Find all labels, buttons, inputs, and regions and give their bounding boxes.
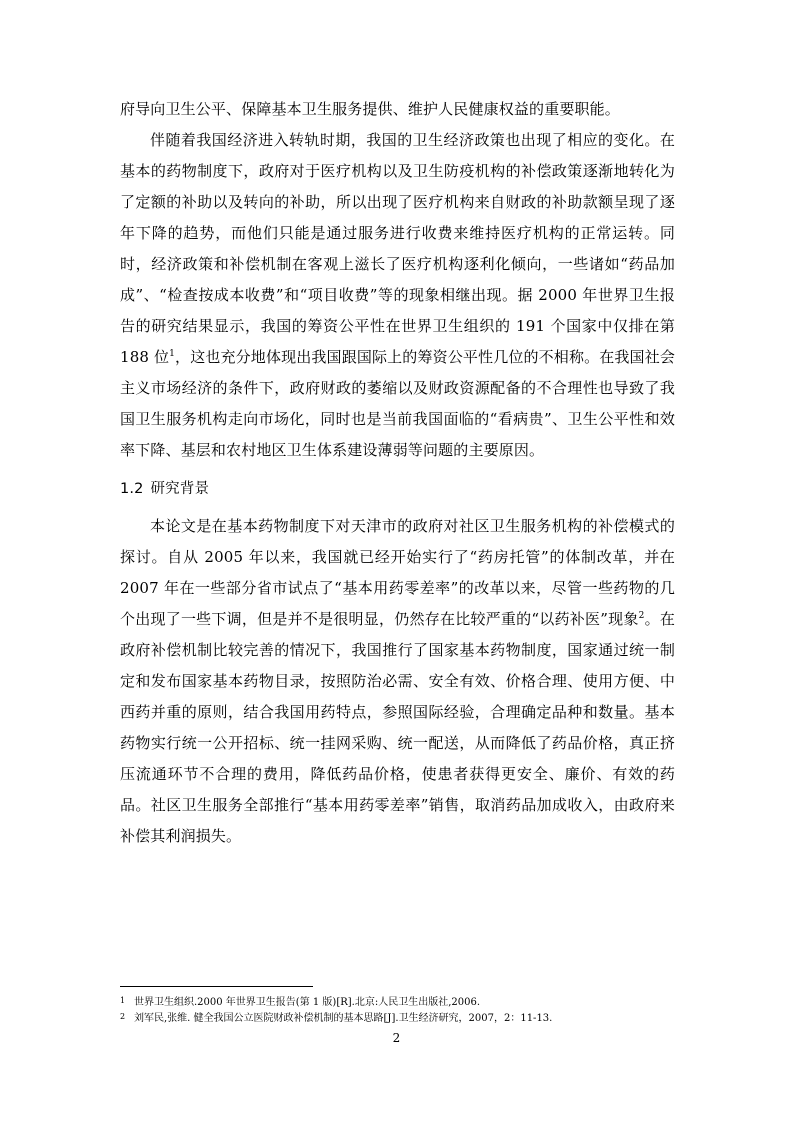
footnote-mark: 2 xyxy=(120,1012,126,1021)
footnote-text: 世界卫生组织.2000 年世界卫生报告(第 1 版)[R].北京:人民卫生出版社,2006. xyxy=(134,997,481,1008)
section-heading xyxy=(120,475,675,503)
footnote-text: 刘军民,张维. 健全我国公立医院财政补偿机制的基本思路[J].卫生经济研究，2007，2：11-13. xyxy=(134,1013,553,1024)
section-number: 1.2 xyxy=(120,481,144,497)
paragraph-3 xyxy=(120,511,675,852)
paragraph-3-text-cont: 。在政府补偿机制比较完善的情况下，我国推行了国家基本药物制度，国家通过统一制定和发布国家基本药物目录，按照防治必需、安全有效、价格合理、使用方便、中西药并重的原则，结合我国用药特点，参照国际经验，合理确定品种和数量。基本药物实行统一公开招标、统一挂网采购、统一配送，从而降低了药品价格，真正挤压流通环节不合理的费用，降低药品价格，使患者获得更安全、廉价、有效的药品。社区卫生服务全部推行“基本用药零差率”销售，取消药品加成收入，由政府来补偿其利润损失。 xyxy=(120,610,675,845)
body-text xyxy=(120,94,675,852)
section-title: 研究背景 xyxy=(150,481,210,497)
footnote-mark: 1 xyxy=(120,996,126,1005)
footnotes xyxy=(120,995,680,1027)
footnote-divider xyxy=(120,986,313,987)
paragraph-2 xyxy=(120,125,675,466)
footnote-2 xyxy=(120,1011,680,1027)
paragraph-2-text-cont: ，这也充分地体现出我国跟国际上的筹资公平性几位的不相称。在我国社会主义市场经济的条件下，政府财政的萎缩以及财政资源配备的不合理性也导致了我国卫生服务机构走向市场化，同时也是当前我国面临的“看病贵”、卫生公平性和效率下降、基层和农村地区卫生体系建设薄弱等问题的主要原因。 xyxy=(120,348,676,459)
footnote-ref-1: 1 xyxy=(169,349,176,359)
paragraph-1: 府导向卫生公平、保障基本卫生服务提供、维护人民健康权益的重要职能。 xyxy=(120,100,620,118)
footnote-ref-2: 2 xyxy=(638,611,645,621)
paragraph-3-text: 本论文是在基本药物制度下对天津市的政府对社区卫生服务机构的补偿模式的探讨。自从 2005 年以来，我国就已经开始实行了“药房托管”的体制改革，并在 2007 年在一些部分省市试点了“基本用药零差率”的改革以来，尽管一些药物的几个出现了一些下调，但是并不是很明显，仍然存在比较严重的“以药补医”现象 xyxy=(120,517,675,628)
page-number: 2 xyxy=(392,1031,401,1045)
footnote-1 xyxy=(120,995,680,1011)
paragraph-2-text: 伴随着我国经济进入转轨时期，我国的卫生经济政策也出现了相应的变化。在基本的药物制度下，政府对于医疗机构以及卫生防疫机构的补偿政策逐渐地转化为了定额的补助以及转向的补助，所以出现了医疗机构来自财政的补助款额呈现了逐年下降的趋势，而他们只能是通过服务进行收费来维持医疗机构的正常运转。同时，经济政策和补偿机制在客观上滋长了医疗机构逐利化倾向，一些诸如“药品加成”、“检查按成本收费”和“项目收费”等的现象相继出现。据 2000 年世界卫生报告的研究结果显示，我国的筹资公平性在世界卫生组织的 191 个国家中仅排在第 188 位 xyxy=(120,131,675,366)
